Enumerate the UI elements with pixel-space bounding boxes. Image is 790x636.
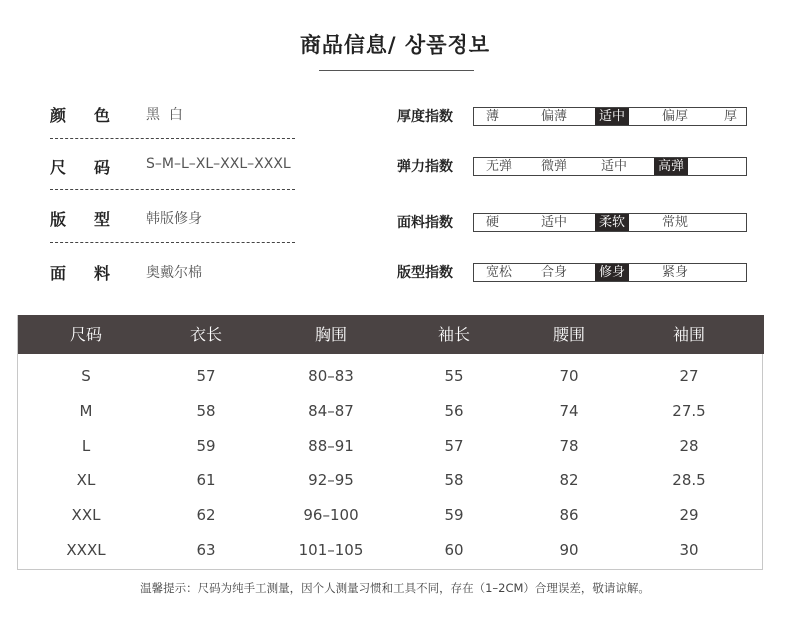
index-option: 偏厚: [662, 109, 689, 124]
index-scale: [473, 157, 747, 176]
index-scale: [473, 107, 747, 126]
attr-label-char: 型: [94, 210, 111, 229]
table-cell: 63: [196, 541, 216, 559]
table-cell: XXL: [71, 506, 101, 525]
index-label: 弹力指数: [397, 159, 453, 175]
table-cell: 84–87: [308, 401, 354, 420]
table-cell: 70: [559, 367, 579, 385]
table-cell: 74: [559, 401, 579, 420]
table-cell: M: [79, 401, 93, 420]
table-cell: 92–95: [308, 471, 354, 490]
table-cell: 90: [559, 541, 579, 559]
attr-value: 韩版修身: [146, 211, 202, 227]
index-option: 合身: [541, 265, 568, 280]
table-cell: 80–83: [308, 367, 354, 385]
table-cell: 27.5: [672, 401, 706, 420]
attr-label-char: 料: [94, 264, 111, 283]
table-cell: 58: [444, 471, 464, 490]
index-scale: [473, 213, 747, 232]
attr-label-char: 颜: [50, 106, 67, 125]
index-option: 紧身: [662, 265, 689, 280]
table-cell: 101–105: [298, 541, 364, 559]
table-cell: 59: [444, 506, 464, 525]
table-cell: 59: [196, 436, 216, 455]
column-header: 胸围: [314, 325, 348, 344]
table-cell: 55: [444, 367, 464, 385]
table-cell: 86: [559, 506, 579, 525]
divider: [50, 138, 295, 139]
table-cell: 82: [559, 471, 579, 490]
table-cell: 28: [679, 436, 699, 455]
index-label: 面料指数: [397, 215, 453, 231]
index-option: 适中: [595, 108, 629, 125]
footnote: 温馨提示：尺码为纯手工测量，因个人测量习惯和工具不同，存在（1–2CM）合理误差，敬请谅解。: [140, 581, 650, 595]
index-option: 高弹: [654, 158, 688, 175]
table-cell: 27: [679, 367, 699, 385]
index-option: 硬: [486, 215, 500, 230]
attr-label-char: 面: [50, 264, 67, 283]
page-title: 商品信息/ 상품정보: [299, 33, 491, 57]
column-header: 尺码: [69, 325, 103, 344]
column-header: 袖长: [437, 325, 471, 344]
table-cell: 62: [196, 506, 216, 525]
title-underline: [319, 70, 474, 71]
index-option: 厚: [724, 109, 738, 124]
table-cell: 78: [559, 436, 579, 455]
attr-value: 黑 白: [146, 107, 183, 123]
attr-label-char: 版: [50, 210, 67, 229]
table-cell: 57: [196, 367, 216, 385]
table-cell: 61: [196, 471, 216, 490]
table-cell: 57: [444, 436, 464, 455]
table-cell: 28.5: [672, 471, 706, 490]
index-label: 厚度指数: [397, 109, 453, 125]
attr-label-char: 尺: [50, 158, 67, 177]
table-cell: 58: [196, 401, 216, 420]
column-header: 腰围: [552, 325, 586, 344]
table-cell: 96–100: [303, 506, 359, 525]
table-cell: XXXL: [66, 541, 106, 559]
index-option: 偏薄: [541, 109, 568, 124]
index-option: 薄: [486, 109, 500, 124]
table-cell: 88–91: [308, 436, 354, 455]
divider: [50, 189, 295, 190]
size-table: [17, 315, 763, 570]
table-header: [18, 315, 764, 354]
column-header: 袖围: [672, 325, 706, 344]
index-scale: [473, 263, 747, 282]
table-cell: 60: [444, 541, 464, 559]
index-option: 常规: [662, 215, 689, 230]
table-cell: XL: [76, 471, 96, 490]
index-option: 无弹: [486, 159, 513, 174]
attr-value: S–M–L–XL–XXL–XXXL: [146, 156, 291, 172]
attr-label-char: 色: [94, 106, 111, 125]
table-cell: L: [81, 436, 91, 455]
divider: [50, 242, 295, 243]
index-label: 版型指数: [397, 265, 453, 281]
index-option: 柔软: [595, 214, 629, 231]
table-cell: S: [81, 367, 91, 385]
attr-label-char: 码: [94, 158, 111, 177]
index-option: 宽松: [486, 265, 513, 280]
table-cell: 29: [679, 506, 699, 525]
column-header: 衣长: [189, 325, 223, 344]
attr-value: 奥戴尔棉: [146, 265, 202, 281]
table-cell: 30: [679, 541, 699, 559]
index-option: 微弹: [541, 159, 568, 174]
index-option: 适中: [541, 215, 568, 230]
table-cell: 56: [444, 401, 464, 420]
index-option: 修身: [595, 264, 629, 281]
index-option: 适中: [601, 159, 628, 174]
